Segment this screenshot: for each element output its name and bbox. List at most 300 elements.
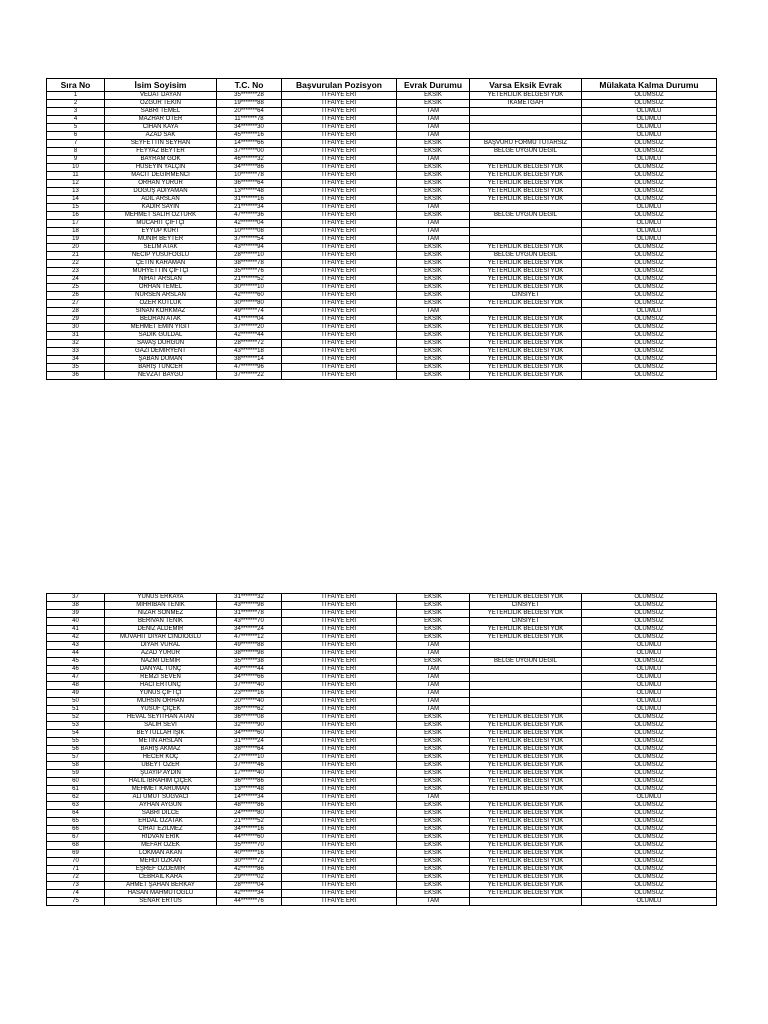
cell-isim-soyisim: MEHMET SALİH ÖZTÜRK	[105, 212, 217, 220]
cell-evrak-durumu: EKSİK	[397, 100, 470, 108]
cell-mulakat-durumu: OLUMSUZ	[582, 148, 717, 156]
cell-sira-no: 32	[47, 340, 105, 348]
cell-isim-soyisim: MEHDİ ÖZKAN	[105, 858, 217, 866]
cell-evrak-durumu: EKSİK	[397, 738, 470, 746]
cell-sira-no: 29	[47, 316, 105, 324]
cell-tc-no: 14*******66	[217, 140, 282, 148]
cell-isim-soyisim: YUNUS ERKAYA	[105, 594, 217, 602]
cell-pozisyon: İTFAİYE ERİ	[282, 100, 397, 108]
cell-eksik-evrak: YETERLİLİK BELGESİ YOK	[470, 316, 582, 324]
cell-evrak-durumu: EKSİK	[397, 626, 470, 634]
cell-isim-soyisim: MUHSİN ORHAN	[105, 698, 217, 706]
cell-pozisyon: İTFAİYE ERİ	[282, 324, 397, 332]
cell-eksik-evrak	[470, 116, 582, 124]
cell-tc-no: 31*******16	[217, 196, 282, 204]
cell-pozisyon: İTFAİYE ERİ	[282, 196, 397, 204]
cell-sira-no: 36	[47, 372, 105, 380]
cell-isim-soyisim: AZAD YÜRÜR	[105, 650, 217, 658]
cell-isim-soyisim: HALİL İBRAHİM ÇİÇEK	[105, 778, 217, 786]
cell-sira-no: 25	[47, 284, 105, 292]
cell-isim-soyisim: RIDVAN ERİK	[105, 834, 217, 842]
cell-tc-no: 41*******04	[217, 316, 282, 324]
cell-eksik-evrak	[470, 132, 582, 140]
cell-pozisyon: İTFAİYE ERİ	[282, 810, 397, 818]
cell-eksik-evrak: CİNSİYET	[470, 292, 582, 300]
cell-tc-no: 47*******96	[217, 364, 282, 372]
cell-pozisyon: İTFAİYE ERİ	[282, 658, 397, 666]
cell-eksik-evrak: YETERLİLİK BELGESİ YOK	[470, 196, 582, 204]
cell-mulakat-durumu: OLUMSUZ	[582, 300, 717, 308]
cell-pozisyon: İTFAİYE ERİ	[282, 260, 397, 268]
cell-eksik-evrak: BELGE UYGUN DEĞİL	[470, 148, 582, 156]
cell-pozisyon: İTFAİYE ERİ	[282, 268, 397, 276]
cell-tc-no: 49*******88	[217, 642, 282, 650]
cell-evrak-durumu: EKSİK	[397, 754, 470, 762]
cell-evrak-durumu: EKSİK	[397, 252, 470, 260]
cell-tc-no: 42*******86	[217, 866, 282, 874]
cell-mulakat-durumu: OLUMSUZ	[582, 602, 717, 610]
cell-sira-no: 26	[47, 292, 105, 300]
cell-evrak-durumu: EKSİK	[397, 746, 470, 754]
cell-sira-no: 53	[47, 722, 105, 730]
table-row	[47, 634, 717, 642]
cell-evrak-durumu: EKSİK	[397, 372, 470, 380]
cell-pozisyon: İTFAİYE ERİ	[282, 92, 397, 100]
cell-pozisyon: İTFAİYE ERİ	[282, 898, 397, 906]
cell-sira-no: 67	[47, 834, 105, 842]
cell-pozisyon: İTFAİYE ERİ	[282, 204, 397, 212]
cell-tc-no: 13*******48	[217, 188, 282, 196]
cell-mulakat-durumu: OLUMLU	[582, 156, 717, 164]
cell-isim-soyisim: ŞABAN DUMAN	[105, 356, 217, 364]
cell-evrak-durumu: TAM	[397, 666, 470, 674]
table-row	[47, 730, 717, 738]
cell-pozisyon: İTFAİYE ERİ	[282, 284, 397, 292]
table-row	[47, 276, 717, 284]
cell-mulakat-durumu: OLUMSUZ	[582, 196, 717, 204]
table-row	[47, 706, 717, 714]
cell-eksik-evrak: YETERLİLİK BELGESİ YOK	[470, 834, 582, 842]
cell-sira-no: 13	[47, 188, 105, 196]
cell-isim-soyisim: MACİT DEĞİRMENCİ	[105, 172, 217, 180]
cell-isim-soyisim: MÜNİR BEYTER	[105, 236, 217, 244]
cell-pozisyon: İTFAİYE ERİ	[282, 316, 397, 324]
cell-sira-no: 45	[47, 658, 105, 666]
cell-pozisyon: İTFAİYE ERİ	[282, 762, 397, 770]
cell-mulakat-durumu: OLUMLU	[582, 108, 717, 116]
cell-isim-soyisim: MEFAR ÖZEK	[105, 842, 217, 850]
cell-mulakat-durumu: OLUMSUZ	[582, 874, 717, 882]
cell-sira-no: 9	[47, 156, 105, 164]
cell-sira-no: 28	[47, 308, 105, 316]
cell-sira-no: 11	[47, 172, 105, 180]
cell-sira-no: 16	[47, 212, 105, 220]
cell-isim-soyisim: VEDAT DAYAN	[105, 92, 217, 100]
cell-evrak-durumu: EKSİK	[397, 786, 470, 794]
header-tc-no: T.C. No	[217, 79, 282, 92]
cell-sira-no: 31	[47, 332, 105, 340]
cell-sira-no: 55	[47, 738, 105, 746]
cell-eksik-evrak	[470, 236, 582, 244]
cell-isim-soyisim: DOĞUŞ ADIYAMAN	[105, 188, 217, 196]
cell-eksik-evrak: YETERLİLİK BELGESİ YOK	[470, 594, 582, 602]
cell-tc-no: 11*******78	[217, 116, 282, 124]
cell-sira-no: 52	[47, 714, 105, 722]
cell-isim-soyisim: SAVAŞ DURGUN	[105, 340, 217, 348]
cell-tc-no: 30*******72	[217, 858, 282, 866]
cell-tc-no: 34*******24	[217, 626, 282, 634]
cell-tc-no: 10*******78	[217, 172, 282, 180]
cell-mulakat-durumu: OLUMSUZ	[582, 284, 717, 292]
table-row	[47, 818, 717, 826]
cell-tc-no: 37*******46	[217, 762, 282, 770]
table-row	[47, 762, 717, 770]
cell-isim-soyisim: ÖZER KUTLUK	[105, 300, 217, 308]
cell-mulakat-durumu: OLUMSUZ	[582, 738, 717, 746]
cell-tc-no: 35*******28	[217, 92, 282, 100]
table-row	[47, 866, 717, 874]
cell-mulakat-durumu: OLUMLU	[582, 228, 717, 236]
cell-isim-soyisim: CİHAN KAYA	[105, 124, 217, 132]
cell-tc-no: 42*******04	[217, 220, 282, 228]
cell-sira-no: 72	[47, 874, 105, 882]
table-row	[47, 124, 717, 132]
cell-isim-soyisim: CEBRAİL KARA	[105, 874, 217, 882]
cell-sira-no: 48	[47, 682, 105, 690]
table-row	[47, 220, 717, 228]
cell-mulakat-durumu: OLUMLU	[582, 650, 717, 658]
cell-isim-soyisim: SABRİ TEMEL	[105, 108, 217, 116]
cell-tc-no: 35*******70	[217, 842, 282, 850]
table-row	[47, 132, 717, 140]
cell-mulakat-durumu: OLUMLU	[582, 308, 717, 316]
cell-pozisyon: İTFAİYE ERİ	[282, 858, 397, 866]
cell-evrak-durumu: EKSİK	[397, 770, 470, 778]
cell-evrak-durumu: EKSİK	[397, 140, 470, 148]
cell-sira-no: 12	[47, 180, 105, 188]
cell-pozisyon: İTFAİYE ERİ	[282, 738, 397, 746]
cell-sira-no: 54	[47, 730, 105, 738]
cell-pozisyon: İTFAİYE ERİ	[282, 292, 397, 300]
cell-mulakat-durumu: OLUMSUZ	[582, 866, 717, 874]
cell-eksik-evrak: YETERLİLİK BELGESİ YOK	[470, 866, 582, 874]
cell-eksik-evrak: YETERLİLİK BELGESİ YOK	[470, 268, 582, 276]
cell-sira-no: 60	[47, 778, 105, 786]
cell-mulakat-durumu: OLUMLU	[582, 666, 717, 674]
cell-isim-soyisim: HACI ERTUNÇ	[105, 682, 217, 690]
cell-sira-no: 34	[47, 356, 105, 364]
cell-tc-no: 36*******08	[217, 714, 282, 722]
cell-eksik-evrak	[470, 204, 582, 212]
cell-eksik-evrak: YETERLİLİK BELGESİ YOK	[470, 634, 582, 642]
cell-sira-no: 10	[47, 164, 105, 172]
cell-eksik-evrak	[470, 220, 582, 228]
cell-pozisyon: İTFAİYE ERİ	[282, 730, 397, 738]
cell-pozisyon: İTFAİYE ERİ	[282, 252, 397, 260]
cell-isim-soyisim: HASAN MAHMUTOĞLU	[105, 890, 217, 898]
cell-sira-no: 23	[47, 268, 105, 276]
cell-mulakat-durumu: OLUMSUZ	[582, 762, 717, 770]
cell-mulakat-durumu: OLUMSUZ	[582, 770, 717, 778]
table-row	[47, 650, 717, 658]
cell-mulakat-durumu: OLUMSUZ	[582, 778, 717, 786]
cell-sira-no: 42	[47, 634, 105, 642]
cell-evrak-durumu: EKSİK	[397, 244, 470, 252]
cell-isim-soyisim: MÜCAHİT ÇİFTÇİ	[105, 220, 217, 228]
table-row	[47, 802, 717, 810]
cell-mulakat-durumu: OLUMLU	[582, 698, 717, 706]
cell-pozisyon: İTFAİYE ERİ	[282, 690, 397, 698]
cell-evrak-durumu: EKSİK	[397, 340, 470, 348]
table-row	[47, 722, 717, 730]
cell-tc-no: 47*******12	[217, 634, 282, 642]
table-row	[47, 92, 717, 100]
cell-eksik-evrak: YETERLİLİK BELGESİ YOK	[470, 260, 582, 268]
cell-sira-no: 75	[47, 898, 105, 906]
table-row	[47, 204, 717, 212]
cell-pozisyon: İTFAİYE ERİ	[282, 626, 397, 634]
table-row	[47, 834, 717, 842]
cell-evrak-durumu: EKSİK	[397, 826, 470, 834]
cell-sira-no: 43	[47, 642, 105, 650]
cell-evrak-durumu: EKSİK	[397, 276, 470, 284]
cell-eksik-evrak: BAŞVURU FORMU TUTARSIZ	[470, 140, 582, 148]
cell-sira-no: 30	[47, 324, 105, 332]
cell-isim-soyisim: NİZAR SÖNMEZ	[105, 610, 217, 618]
cell-tc-no: 17*******40	[217, 770, 282, 778]
cell-pozisyon: İTFAİYE ERİ	[282, 228, 397, 236]
cell-evrak-durumu: EKSİK	[397, 778, 470, 786]
cell-eksik-evrak: YETERLİLİK BELGESİ YOK	[470, 164, 582, 172]
cell-sira-no: 63	[47, 802, 105, 810]
cell-mulakat-durumu: OLUMSUZ	[582, 634, 717, 642]
cell-isim-soyisim: ADİL ARSLAN	[105, 196, 217, 204]
cell-evrak-durumu: EKSİK	[397, 300, 470, 308]
cell-tc-no: 34*******30	[217, 124, 282, 132]
cell-evrak-durumu: EKSİK	[397, 618, 470, 626]
cell-mulakat-durumu: OLUMSUZ	[582, 618, 717, 626]
table-row	[47, 316, 717, 324]
cell-pozisyon: İTFAİYE ERİ	[282, 300, 397, 308]
table-row	[47, 100, 717, 108]
cell-sira-no: 51	[47, 706, 105, 714]
cell-sira-no: 49	[47, 690, 105, 698]
table-header-row	[47, 79, 717, 92]
cell-pozisyon: İTFAİYE ERİ	[282, 356, 397, 364]
cell-evrak-durumu: TAM	[397, 698, 470, 706]
cell-pozisyon: İTFAİYE ERİ	[282, 642, 397, 650]
cell-evrak-durumu: EKSİK	[397, 196, 470, 204]
cell-isim-soyisim: YUNUS ÇİFTÇİ	[105, 690, 217, 698]
cell-tc-no: 46*******32	[217, 156, 282, 164]
cell-eksik-evrak: YETERLİLİK BELGESİ YOK	[470, 826, 582, 834]
cell-mulakat-durumu: OLUMLU	[582, 682, 717, 690]
cell-pozisyon: İTFAİYE ERİ	[282, 156, 397, 164]
cell-mulakat-durumu: OLUMSUZ	[582, 252, 717, 260]
cell-sira-no: 6	[47, 132, 105, 140]
cell-tc-no: 38*******98	[217, 650, 282, 658]
cell-sira-no: 14	[47, 196, 105, 204]
cell-eksik-evrak: YETERLİLİK BELGESİ YOK	[470, 738, 582, 746]
cell-isim-soyisim: NURSEN ARSLAN	[105, 292, 217, 300]
cell-mulakat-durumu: OLUMLU	[582, 116, 717, 124]
table-row	[47, 156, 717, 164]
cell-eksik-evrak: CİNSİYET	[470, 618, 582, 626]
cell-tc-no: 21*******52	[217, 818, 282, 826]
cell-eksik-evrak: YETERLİLİK BELGESİ YOK	[470, 818, 582, 826]
cell-tc-no: 27*******10	[217, 754, 282, 762]
cell-eksik-evrak	[470, 690, 582, 698]
cell-tc-no: 47*******36	[217, 212, 282, 220]
cell-sira-no: 35	[47, 364, 105, 372]
cell-tc-no: 29*******02	[217, 874, 282, 882]
table-row	[47, 746, 717, 754]
cell-pozisyon: İTFAİYE ERİ	[282, 220, 397, 228]
cell-eksik-evrak: YETERLİLİK BELGESİ YOK	[470, 172, 582, 180]
cell-tc-no: 37*******00	[217, 148, 282, 156]
table-row	[47, 372, 717, 380]
cell-sira-no: 4	[47, 116, 105, 124]
cell-mulakat-durumu: OLUMLU	[582, 220, 717, 228]
table-row	[47, 196, 717, 204]
cell-tc-no: 35*******76	[217, 268, 282, 276]
cell-mulakat-durumu: OLUMSUZ	[582, 332, 717, 340]
cell-sira-no: 33	[47, 348, 105, 356]
cell-evrak-durumu: EKSİK	[397, 850, 470, 858]
cell-evrak-durumu: EKSİK	[397, 802, 470, 810]
cell-sira-no: 5	[47, 124, 105, 132]
cell-pozisyon: İTFAİYE ERİ	[282, 602, 397, 610]
cell-eksik-evrak: YETERLİLİK BELGESİ YOK	[470, 300, 582, 308]
table-row	[47, 180, 717, 188]
cell-evrak-durumu: TAM	[397, 132, 470, 140]
cell-pozisyon: İTFAİYE ERİ	[282, 778, 397, 786]
cell-mulakat-durumu: OLUMSUZ	[582, 212, 717, 220]
cell-mulakat-durumu: OLUMLU	[582, 898, 717, 906]
cell-tc-no: 42*******60	[217, 292, 282, 300]
cell-pozisyon: İTFAİYE ERİ	[282, 188, 397, 196]
cell-tc-no: 31*******24	[217, 738, 282, 746]
cell-pozisyon: İTFAİYE ERİ	[282, 132, 397, 140]
cell-sira-no: 69	[47, 850, 105, 858]
cell-isim-soyisim: DİYAR VURAL	[105, 642, 217, 650]
cell-isim-soyisim: NEVZAT BAYGU	[105, 372, 217, 380]
cell-tc-no: 42*******44	[217, 332, 282, 340]
cell-eksik-evrak	[470, 308, 582, 316]
cell-sira-no: 65	[47, 818, 105, 826]
cell-isim-soyisim: NECİP YUSUFOĞLU	[105, 252, 217, 260]
cell-isim-soyisim: DANYAL TUNÇ	[105, 666, 217, 674]
cell-evrak-durumu: EKSİK	[397, 594, 470, 602]
cell-pozisyon: İTFAİYE ERİ	[282, 666, 397, 674]
cell-isim-soyisim: SELİM ATAK	[105, 244, 217, 252]
cell-tc-no: 13*******48	[217, 786, 282, 794]
header-mulakat-durumu: Mülakata Kalma Durumu	[582, 79, 717, 92]
cell-pozisyon: İTFAİYE ERİ	[282, 834, 397, 842]
cell-tc-no: 43*******70	[217, 618, 282, 626]
cell-tc-no: 23*******16	[217, 690, 282, 698]
cell-isim-soyisim: SİNAN KORKMAZ	[105, 308, 217, 316]
cell-tc-no: 49*******74	[217, 308, 282, 316]
cell-isim-soyisim: BARIŞ TUNCER	[105, 364, 217, 372]
cell-eksik-evrak: YETERLİLİK BELGESİ YOK	[470, 626, 582, 634]
cell-sira-no: 50	[47, 698, 105, 706]
table-row	[47, 874, 717, 882]
cell-mulakat-durumu: OLUMSUZ	[582, 890, 717, 898]
cell-isim-soyisim: CİHAT EZİLMEZ	[105, 826, 217, 834]
cell-pozisyon: İTFAİYE ERİ	[282, 372, 397, 380]
cell-evrak-durumu: TAM	[397, 228, 470, 236]
table-row	[47, 674, 717, 682]
cell-sira-no: 59	[47, 770, 105, 778]
cell-eksik-evrak: YETERLİLİK BELGESİ YOK	[470, 754, 582, 762]
cell-pozisyon: İTFAİYE ERİ	[282, 714, 397, 722]
cell-sira-no: 7	[47, 140, 105, 148]
cell-isim-soyisim: ÇETİN KARAMAN	[105, 260, 217, 268]
cell-eksik-evrak: YETERLİLİK BELGESİ YOK	[470, 786, 582, 794]
table-row	[47, 602, 717, 610]
cell-isim-soyisim: ŞUAYİP AYDIN	[105, 770, 217, 778]
cell-sira-no: 58	[47, 762, 105, 770]
cell-tc-no: 34*******60	[217, 730, 282, 738]
header-isim-soyisim: İsim Soyisim	[105, 79, 217, 92]
cell-mulakat-durumu: OLUMSUZ	[582, 188, 717, 196]
cell-mulakat-durumu: OLUMLU	[582, 132, 717, 140]
cell-mulakat-durumu: OLUMSUZ	[582, 340, 717, 348]
table-row	[47, 842, 717, 850]
table-row	[47, 666, 717, 674]
cell-eksik-evrak	[470, 674, 582, 682]
cell-pozisyon: İTFAİYE ERİ	[282, 172, 397, 180]
table-row	[47, 292, 717, 300]
cell-isim-soyisim: BEYTULLAH IŞIK	[105, 730, 217, 738]
cell-tc-no: 20*******40	[217, 698, 282, 706]
cell-eksik-evrak	[470, 898, 582, 906]
cell-evrak-durumu: EKSİK	[397, 890, 470, 898]
table-row	[47, 140, 717, 148]
cell-evrak-durumu: EKSİK	[397, 810, 470, 818]
cell-pozisyon: İTFAİYE ERİ	[282, 754, 397, 762]
cell-evrak-durumu: EKSİK	[397, 148, 470, 156]
cell-tc-no: 42*******34	[217, 890, 282, 898]
cell-eksik-evrak: YETERLİLİK BELGESİ YOK	[470, 356, 582, 364]
cell-evrak-durumu: EKSİK	[397, 834, 470, 842]
cell-eksik-evrak: YETERLİLİK BELGESİ YOK	[470, 188, 582, 196]
cell-eksik-evrak: YETERLİLİK BELGESİ YOK	[470, 882, 582, 890]
table-row	[47, 618, 717, 626]
table-row	[47, 252, 717, 260]
cell-evrak-durumu: EKSİK	[397, 874, 470, 882]
cell-mulakat-durumu: OLUMSUZ	[582, 316, 717, 324]
cell-mulakat-durumu: OLUMSUZ	[582, 882, 717, 890]
cell-sira-no: 46	[47, 666, 105, 674]
cell-mulakat-durumu: OLUMSUZ	[582, 348, 717, 356]
cell-evrak-durumu: TAM	[397, 124, 470, 132]
cell-mulakat-durumu: OLUMLU	[582, 642, 717, 650]
cell-pozisyon: İTFAİYE ERİ	[282, 682, 397, 690]
cell-eksik-evrak	[470, 666, 582, 674]
cell-mulakat-durumu: OLUMSUZ	[582, 858, 717, 866]
table-row	[47, 148, 717, 156]
cell-evrak-durumu: TAM	[397, 794, 470, 802]
cell-tc-no: 48*******86	[217, 802, 282, 810]
table-row	[47, 172, 717, 180]
cell-eksik-evrak: YETERLİLİK BELGESİ YOK	[470, 372, 582, 380]
cell-evrak-durumu: EKSİK	[397, 284, 470, 292]
cell-pozisyon: İTFAİYE ERİ	[282, 340, 397, 348]
table-row	[47, 236, 717, 244]
cell-mulakat-durumu: OLUMSUZ	[582, 260, 717, 268]
